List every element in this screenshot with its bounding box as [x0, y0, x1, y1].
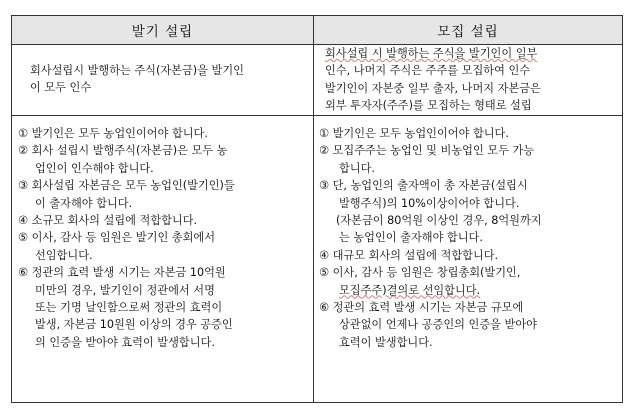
detail-item-continued: 는 농업인이 출자해야 합니다. — [339, 231, 483, 245]
header-subscription-incorporation: 모집 설립 — [314, 16, 622, 44]
detail-item-continued: 또는 기명 날인함으로써 정관의 효력이 — [35, 300, 223, 314]
detail-item-continued: 선임합니다. — [35, 248, 93, 262]
detail-item-continued: 미만의 경우, 발기인이 정관에서 서명 — [35, 283, 215, 297]
summary-left-line: 회사설립시 발행하는 주식(자본금)을 발기인 — [30, 64, 244, 77]
detail-item: ① 발기인은 모두 농업인이어야 합니다. — [18, 127, 208, 140]
detail-item: ② 모집주주는 농업인 및 비농업인 모두 가능 — [319, 144, 535, 158]
summary-divider — [12, 115, 622, 116]
detail-item: ⑥ 정관의 효력 발생 시기는 자본금 규모에 — [319, 300, 524, 314]
detail-item: ① 발기인은 모두 농업인이어야 합니다. — [319, 127, 509, 140]
detail-item-continued: 상관없이 언제나 공증인의 인증을 받아야 — [339, 318, 537, 332]
detail-item: ④ 소규모 회사의 설립에 적합합니다. — [18, 213, 198, 227]
detail-item: ③ 회사설립 자본금은 모두 농업인(발기인)들 — [18, 179, 235, 193]
detail-item-continued: 모집주주)결의로 선임합니다. — [339, 283, 481, 297]
header-founder-incorporation: 발기 설립 — [12, 16, 313, 44]
summary-right-line: 회사설립 시 발행하는 주식을 발기인이 일부 — [325, 47, 538, 60]
detail-item-continued: 발생, 자본금 10원원 이상의 경우 공증인 — [35, 318, 233, 332]
detail-item-continued: 이 출자해야 합니다. — [35, 196, 133, 210]
column-divider — [313, 16, 314, 402]
detail-item-continued: 업인이 인수해야 합니다. — [35, 161, 154, 175]
details-left — [18, 125, 310, 351]
summary-right-line: 발기인이 자본중 일부 출자, 나머지 자본금은 — [325, 81, 541, 95]
summary-left — [30, 62, 310, 97]
details-right — [319, 125, 621, 351]
summary-right-line: 외부 투자자(주주)를 모집하는 형태로 설립 — [325, 99, 532, 113]
detail-item-note: (자본금이 80억원 이상인 경우, 8억원까지 — [336, 213, 542, 227]
detail-item: ⑥ 정관의 효력 발생 시기는 자본금 10억원 — [18, 266, 226, 280]
comparison-table — [11, 15, 623, 403]
detail-item: ⑤ 이사, 감사 등 임원은 창립총회(발기인, — [319, 266, 521, 280]
summary-left-line: 이 모두 인수 — [30, 81, 92, 95]
detail-item-continued: 의 인증을 받아야 효력이 발생합니다. — [35, 335, 215, 349]
summary-right-line: 인수, 나머지 주식은 주주를 모집하여 인수 — [325, 64, 531, 78]
detail-item-continued: 효력이 발생합니다. — [339, 335, 433, 349]
detail-item: ④ 대규모 회사의 설립에 적합합니다. — [319, 248, 499, 262]
detail-item: ② 회사 설립시 발행주식(자본금)은 모두 농 — [18, 144, 228, 158]
detail-item: ⑤ 이사, 감사 등 임원은 발기인 총회에서 — [18, 231, 216, 245]
detail-item-continued: 발행주식)의 10%이상이어야 합니다. — [339, 196, 520, 210]
detail-item: ③ 단, 농업인의 출자액이 총 자본금(설립시 — [319, 179, 528, 193]
detail-item-continued: 합니다. — [339, 161, 375, 175]
summary-right — [325, 45, 621, 115]
